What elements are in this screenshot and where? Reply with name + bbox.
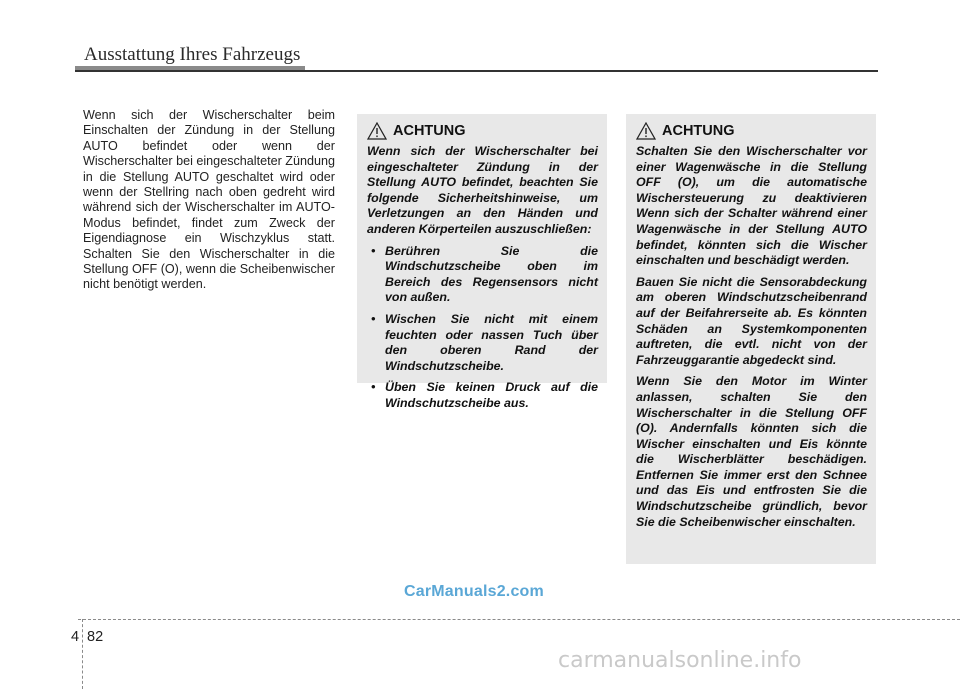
warning-paragraph: Wenn Sie den Motor im Winter anlassen, schalten Sie den Wischerschalter in die Stellung OFF (O). Andernfalls könnten sich die Wischer einschalten und Eis könnte die Wischerblätter beschädigen. Entfernen Sie immer erst den Schnee und das Eis und entfrosten Sie die Windschutzscheibe gründlich, bevor Sie die Scheibenwischer einschalten. [636,374,867,529]
footer-rule [78,619,960,620]
warning-header [636,122,867,140]
warning-intro: Wenn sich der Wischerschalter bei eingeschalteter Zündung in der Stellung AUTO befindet, beachten Sie folgende Sicherheitshinweise, um Verletzungen an den Händen und anderen Körperteilen auszuschließen: [367,144,598,236]
warning-list [367,244,598,412]
warning-list-item: • Üben Sie keinen Druck auf die Windschutzscheibe aus. [367,380,598,411]
warning-box-1 [357,114,607,410]
page-header-title: Ausstattung Ihres Fahrzeugs [84,44,301,65]
warning-box-2 [626,114,876,564]
warning-triangle-icon [636,122,656,140]
watermark: carmanualsonline.info [558,648,802,673]
warning-list-item: • Berühren Sie die Windschutzscheibe oben im Bereich des Regensensors nicht von außen. [367,244,598,306]
header-rule [75,70,878,72]
warning-paragraph: Schalten Sie den Wischerschalter vor einer Wagenwäsche in die Stellung OFF (O), um die automatische Wischersteuerung zu deaktivieren Wenn sich der Schalter während einer Wagenwäsche in der Stellung AUTO befindet, könnten sich die Wischer einschalten und beschädigt werden. [636,144,867,268]
warning-list-item: • Wischen Sie nicht mit einem feuchten oder nassen Tuch über den oberen Rand der Windschutzscheibe. [367,312,598,374]
brand-link[interactable]: CarManuals2.com [404,583,544,600]
body-paragraph: Wenn sich der Wischerschalter beim Einschalten der Zündung in der Stellung AUTO befindet oder wenn der Wischerschalter bei eingeschalteter Zündung in die Stellung AUTO geschaltet wird oder wenn der Stellring nach oben gedreht wird während sich der Wischerschalter im AUTO-Modus befindet, findet zum Zweck der Eigendiagnose ein Wischzyklus statt. Schalten Sie den Wischerschalter in die Stellung OFF (O), wenn die Scheibenwischer nicht benötigt werden. [83,108,336,292]
chapter-number: 4 [71,629,80,645]
warning-triangle-icon [367,122,387,140]
warning-header [367,122,598,140]
footer-divider [82,619,83,689]
warning-paragraph: Bauen Sie nicht die Sensorabdeckung am oberen Windschutzscheibenrand auf der Beifahrerseite ab. Es könnten Schäden an Systemkomponenten auftreten, die evtl. nicht von der Fahrzeuggarantie abgedeckt sind. [636,274,867,367]
warning-title: ACHTUNG [393,123,466,139]
warning-title: ACHTUNG [662,123,735,139]
page-number: 82 [87,629,104,645]
